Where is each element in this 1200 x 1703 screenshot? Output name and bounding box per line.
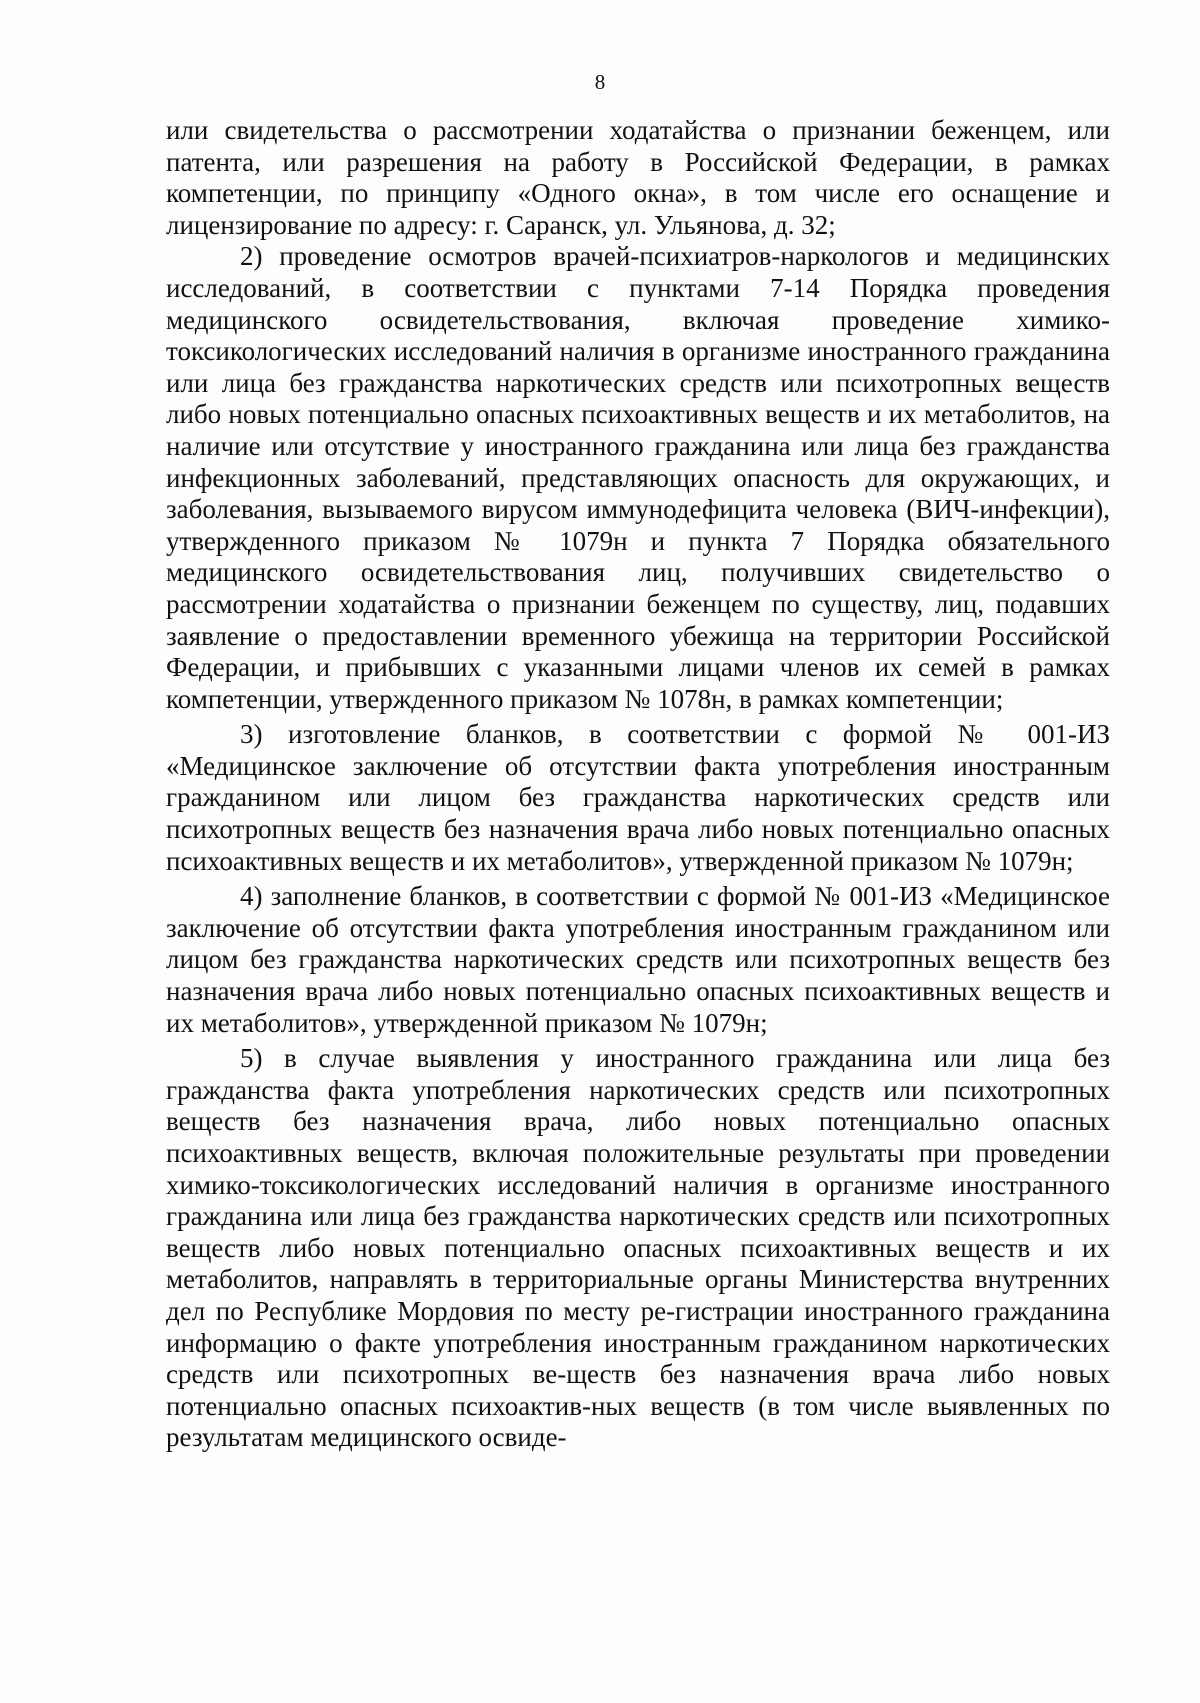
document-body: [166, 115, 1110, 1454]
paragraph-item-2: 2) проведение осмотров врачей-психиатров-наркологов и медицинских исследований, в соответствии с пунктами 7-14 Порядка проведения медицинского освидетельствования, включая проведение химико-токсикологических исследований наличия в организме иностранного гражданина или лица без гражданства наркотических средств или психотропных веществ либо новых потенциально опасных психоактивных веществ и их метаболитов, на наличие или отсутствие у иностранного гражданина или лица без гражданства инфекционных заболеваний, представляющих опасность для окружающих, и заболевания, вызываемого вирусом иммунодефицита человека (ВИЧ-инфекции), утвержденного приказом № 1079н и пункта 7 Порядка обязательного медицинского освидетельствования лиц, получивших свидетельство о рассмотрении ходатайства о признании беженцем по существу, лиц, подавших заявление о предоставлении временного убежища на территории Российской Федерации, и прибывших с указанными лицами членов их семей в рамках компетенции, утвержденного приказом № 1078н, в рамках компетенции;: [166, 241, 1110, 714]
page-number: 8: [594, 70, 606, 94]
paragraph-item-4: 4) заполнение бланков, в соответствии с формой № 001-ИЗ «Медицинское заключение об отсутствии факта употребления иностранным гражданином или лицом без гражданства наркотических средств или психотропных веществ без назначения врача либо новых потенциально опасных психоактивных веществ и их метаболитов», утвержденной приказом № 1079н;: [166, 881, 1110, 1038]
paragraph-item-3: 3) изготовление бланков, в соответствии с формой № 001-ИЗ «Медицинское заключение об отсутствии факта употребления иностранным гражданином или лицом без гражданства наркотических средств или психотропных веществ без назначения врача либо новых потенциально опасных психоактивных веществ и их метаболитов», утвержденной приказом № 1079н;: [166, 719, 1110, 876]
paragraph-continuation: или свидетельства о рассмотрении ходатайства о признании беженцем, или патента, или разрешения на работу в Российской Федерации, в рамках компетенции, по принципу «Одного окна», в том числе его оснащение и лицензирование по адресу: г. Саранск, ул. Ульянова, д. 32;: [166, 115, 1110, 240]
paragraph-item-5: 5) в случае выявления у иностранного гражданина или лица без гражданства факта употребления наркотических средств или психотропных веществ без назначения врача, либо новых потенциально опасных психоактивных веществ, включая положительные результаты при проведении химико-токсикологических исследований наличия в организме иностранного гражданина или лица без гражданства наркотических средств или психотропных веществ либо новых потенциально опасных психоактивных веществ и их метаболитов, направлять в территориальные органы Министерства внутренних дел по Республике Мордовия по месту ре-гистрации иностранного гражданина информацию о факте употребления иностранным гражданином наркотических средств или психотропных ве-ществ без назначения врача либо новых потенциально опасных психоактив-ных веществ (в том числе выявленных по результатам медицинского освиде-: [166, 1043, 1110, 1453]
